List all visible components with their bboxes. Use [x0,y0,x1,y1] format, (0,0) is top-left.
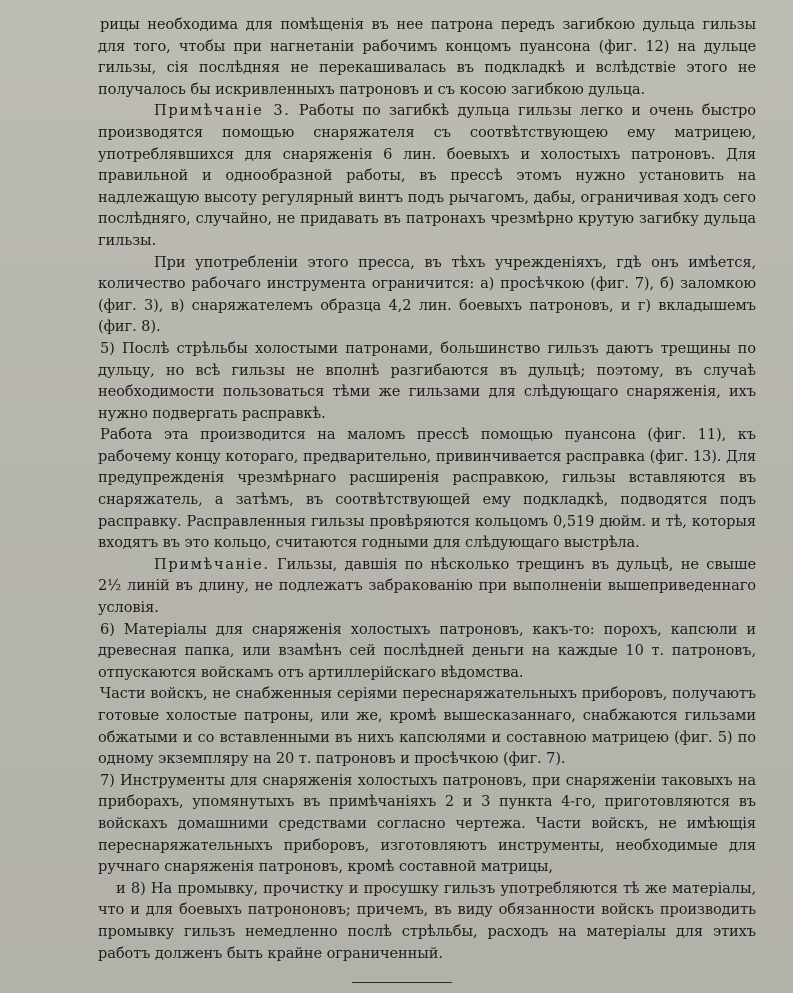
paragraph-item-5: 5) Послѣ стрѣльбы холостыми патронами, большинство гильзъ даютъ трещины по дульцу, но всѣ гильзы не вполнѣ разгибаются въ дульцѣ; поэтому, въ случаѣ необходимости пользоваться тѣми же гильзами для слѣдующаго снаряженія, ихъ нужно подвергать расправкѣ. [98,339,756,422]
paragraph-1: рицы необходима для помѣщенія въ нее патрона передъ загибкою дульца гильзы для того, чтобы при нагнетаніи рабочимъ концомъ пуансона (фиг. 12) на дульце гильзы, сія послѣдняя не перекашивалась въ подкладкѣ и вслѣдствіе этого не получалось бы искривленныхъ патроновъ и съ косою загибкою дульца. [98,16,756,98]
paragraph-press-usage: При употребленіи этого пресса, въ тѣхъ учрежденіяхъ, гдѣ онъ имѣется, количество рабочаго инструмента ограничится: а) просѣчкою (фиг. 7), б) заломкою (фиг. 3), в) снаряжателемъ образца 4,2 лин. боевыхъ патроновъ, и г) вкладышемъ (фиг. 8). [98,253,756,336]
paragraph-item-8: и 8) На промывку, прочистку и просушку гильзъ употребляются тѣ же матеріалы, что и для боевыхъ патрононовъ; причемъ, въ виду обязанности войскъ производить промывку гильзъ немедленно послѣ стрѣльбы, расходъ на матеріалы для этихъ работъ долженъ быть крайне ограниченный. [98,879,756,962]
body-text [98,14,756,964]
footer-rule [352,982,452,983]
note-3-label: Примѣчаніе 3. [154,102,291,120]
paragraph-item-6: 6) Матеріалы для снаряженія холостыхъ патроновъ, какъ-то: порохъ, капсюли и древесная папка, или взамѣнъ сей послѣдней деньги на каждые 10 т. патроновъ, отпускаются войскамъ отъ артиллерійскаго вѣдомства. [98,620,756,681]
paragraph-note [98,554,756,619]
paragraph-troops: Части войскъ, не снабженныя серіями переснаряжательныхъ приборовъ, получаютъ готовые холостые патроны, или же, кромѣ вышесказаннаго, снабжаются гильзами обжатыми и со вставленными въ нихъ капсюлями и составною матрицею (фиг. 5) по одному экземпляру на 20 т. патроновъ и просѣчкою (фиг. 7). [98,685,756,768]
paragraph-reshaping: Работа эта производится на маломъ прессѣ помощью пуансона (фиг. 11), къ рабочему концу котораго, предварительно, привинчивается расправка (фиг. 13). Для предупрежденія чрезмѣрнаго расширенія расправкою, гильзы вставляются въ снаряжатель, а затѣмъ, въ соотвѣтствующей ему подкладкѣ, подводятся подъ расправку. Расправленныя гильзы провѣряются кольцомъ 0,519 дюйм. и тѣ, которыя входятъ въ это кольцо, считаются годными для слѣдующаго выстрѣла. [98,426,756,552]
note-text: Гильзы, давшія по нѣсколько трещинъ въ дульцѣ, не свыше 2½ линій въ длину, не подлежатъ забракованію при выполненіи вышеприведеннаго условія. [98,555,756,617]
note-3-text: Работы по загибкѣ дульца гильзы легко и очень быстро производятся помощью снаряжателя съ соотвѣтствующею ему матрицею, употреблявшихся для снаряженія 6 лин. боевыхъ и холостыхъ патроновъ. Для правильной и однообразной работы, въ прессѣ этомъ нужно установить на надлежащую высоту регулярный винтъ подъ рычагомъ, дабы, ограничивая ходъ сего послѣдняго, случайно, не придавать въ патронахъ чрезмѣрно крутую загибку дульца гильзы. [98,102,756,249]
paragraph-item-7: 7) Инструменты для снаряженія холостыхъ патроновъ, при снаряженіи таковыхъ на приборахъ, упомянутыхъ въ примѣчаніяхъ 2 и 3 пункта 4-го, приготовляются въ войскахъ домашними средствами согласно чертежа. Части войскъ, не имѣющія переснаряжательныхъ приборовъ, изготовляютъ инструменты, необходимые для ручнаго снаряженія патроновъ, кромѣ составной матрицы, [98,771,756,876]
paragraph-note-3 [98,100,756,251]
note-label: Примѣчаніе. [154,555,270,573]
